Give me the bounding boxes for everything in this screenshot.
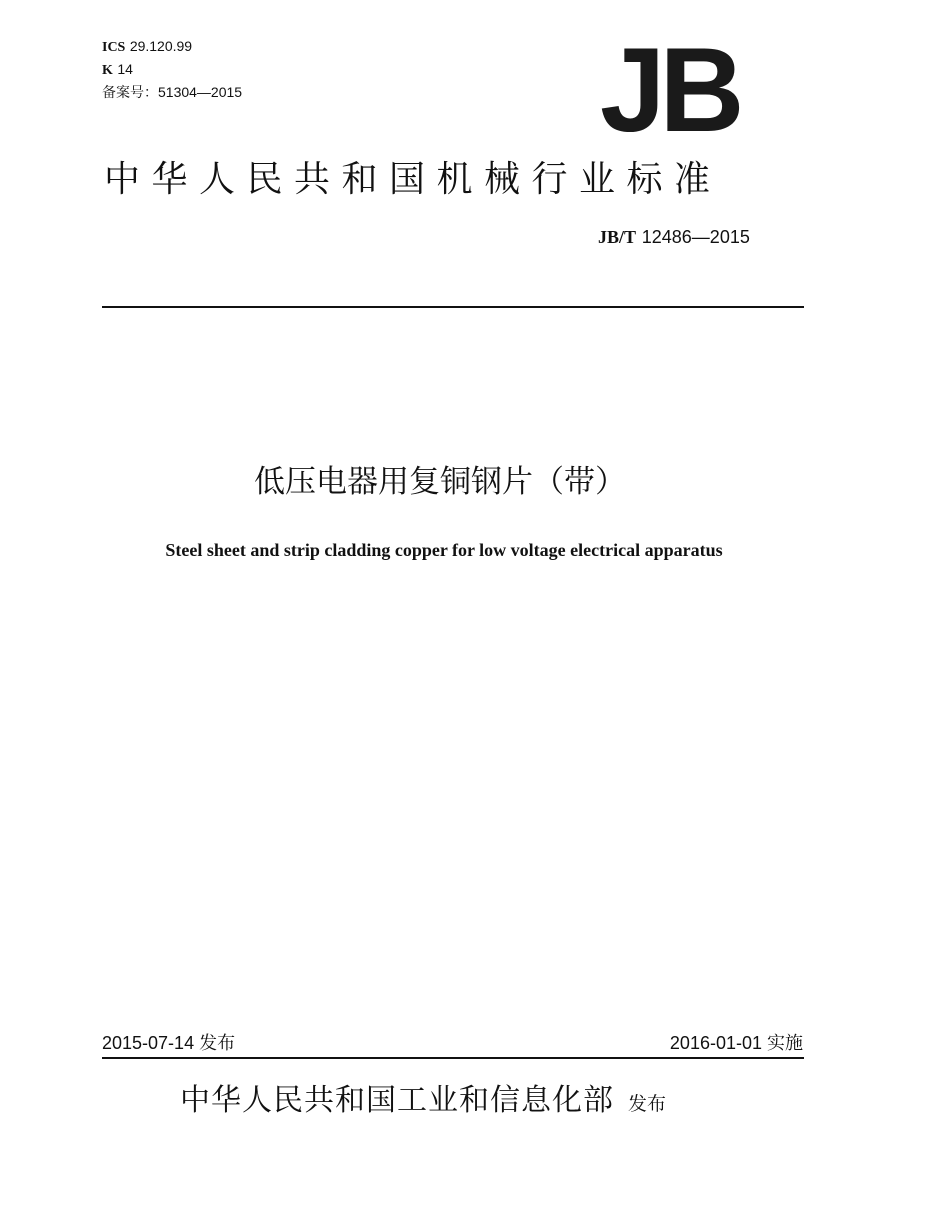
implementation-date: 2016-01-01 实施: [669, 1033, 803, 1053]
record-value: 51304—2015: [158, 84, 243, 100]
ccs-code: K: [102, 63, 113, 78]
standard-type-heading: 中华人民共和国机械行业标准: [104, 159, 722, 200]
bottom-divider: [102, 1057, 804, 1059]
standard-number: [598, 226, 750, 249]
record-number: [102, 84, 242, 101]
ccs-value: 14: [117, 61, 133, 77]
ccs-classification: [102, 61, 133, 79]
issue-date: 2015-07-14 发布: [102, 1033, 236, 1053]
issuer: [180, 1081, 666, 1124]
top-divider: [102, 306, 804, 308]
ics-classification: [102, 38, 192, 56]
issuer-organization: 中华人民共和国工业和信息化部: [180, 1083, 614, 1118]
record-label: 备案号：: [102, 84, 158, 100]
title-chinese: 低压电器用复铜钢片（带）: [254, 464, 626, 500]
ics-code: ICS: [102, 40, 126, 55]
standard-number-prefix: JB/T: [598, 227, 637, 247]
issuer-suffix: 发布: [628, 1093, 667, 1115]
standard-number-value: 12486—2015: [641, 227, 750, 247]
jb-logo: JB: [600, 23, 739, 157]
title-english: Steel sheet and strip cladding copper for low voltage electrical apparatus: [165, 540, 723, 560]
ics-value: 29.120.99: [129, 38, 193, 54]
